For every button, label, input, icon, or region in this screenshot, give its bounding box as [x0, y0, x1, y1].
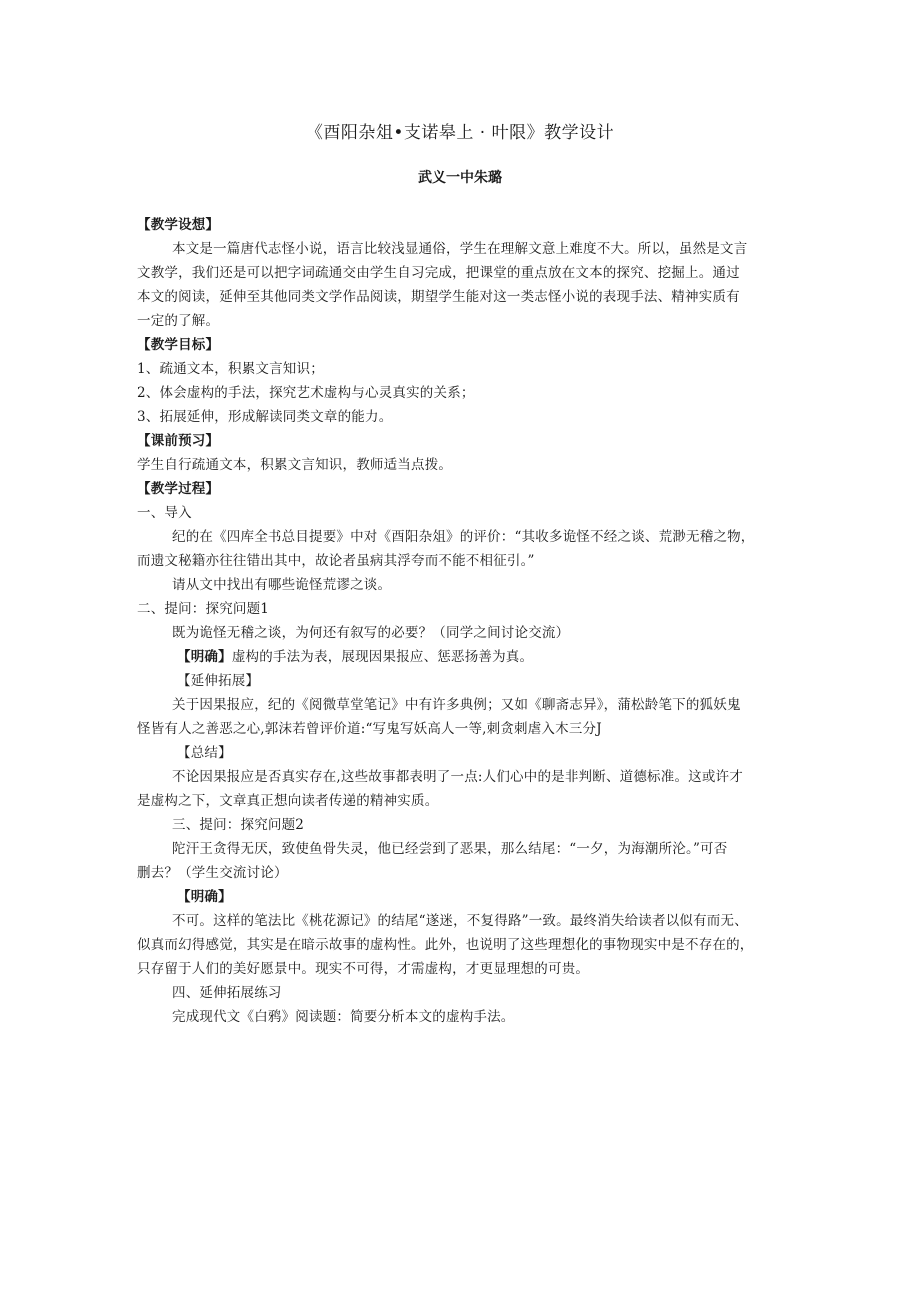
summary-label: 【总结】 — [177, 745, 232, 761]
paragraph-line: 怪皆有人之善恶之心,郭沫若曾评价道:“写鬼写妖高人一等,刺贪刺虐入木三分J — [137, 721, 602, 737]
section-heading-idea: 【教学设想】 — [137, 217, 220, 233]
paragraph-line: 一定的了解。 — [137, 313, 220, 329]
preview-text: 学生自行疏通文本，积累文言知识，教师适当点拨。 — [137, 457, 453, 473]
document-title: 《酉阳杂俎•支诺皋上 · 叶限》教学设计 — [305, 123, 615, 143]
paragraph-line: 删去？（学生交流讨论） — [137, 865, 288, 881]
part-title: 四、延伸拓展练习 — [172, 985, 282, 1001]
section-heading-goals: 【教学目标】 — [137, 337, 220, 353]
paragraph-line: 只存留于人们的美好愿景中。现实不可得，才需虚构，才更显理想的可贵。 — [137, 961, 590, 977]
paragraph-line: 本文的阅读，延伸至其他同类文学作品阅读，期望学生能对这一类志怪小说的表现手法、精神实质有 — [137, 289, 740, 305]
section-heading-preview: 【课前预习】 — [137, 433, 220, 449]
paragraph-line: 不可。这样的笔法比《桃花源记》的结尾“遂迷，不复得路”一致。最终消失给读者以似有而无、 — [172, 913, 748, 929]
goal-item: 1、疏通文本，积累文言知识； — [137, 361, 324, 377]
paragraph-line: 不论因果报应是否真实存在,这些故事都表明了一点:人们心中的是非判断、道德标准。这或许才 — [172, 769, 743, 785]
paragraph-line: 请从文中找出有哪些诡怪荒谬之谈。 — [172, 577, 392, 593]
extend-label: 【延伸拓展】 — [177, 673, 260, 689]
paragraph-line: 完成现代文《白鸦》阅读题：简要分析本文的虚构手法。 — [172, 1009, 515, 1025]
paragraph-line: 陀汗王贪得无厌，致使鱼骨失灵，他已经尝到了恶果，那么结尾：“一夕，为海潮所沦。”可否 — [172, 841, 728, 857]
clarify-label: 【明确】 — [177, 889, 232, 905]
paragraph-line: 是虚构之下，文章真正想向读者传递的精神实质。 — [137, 793, 439, 809]
document-author: 武义一中朱璐 — [418, 170, 502, 186]
paragraph-line: 关于因果报应，纪的《阅微草堂笔记》中有许多典例；又如《聊斋志异》，蒲松龄笔下的狐妖鬼 — [172, 697, 741, 713]
goal-item: 2、体会虚构的手法，探究艺术虚构与心灵真实的关系； — [137, 385, 475, 401]
clarify-text: 虚构的手法为表，展现因果报应、惩恶扬善为真。 — [231, 649, 534, 665]
paragraph-line: 而遗文秘籍亦往往错出其中，故论者虽病其浮夸而不能不相征引。” — [137, 553, 535, 569]
goal-item: 3、拓展延伸，形成解读同类文章的能力。 — [137, 409, 393, 425]
part-title: 一、导入 — [137, 505, 192, 521]
part-title: 二、提问：探究问题1 — [137, 601, 270, 617]
paragraph-line: 似真而幻得感觉，其实是在暗示故事的虚构性。此外，也说明了这些理想化的事物现实中是不存在的， — [137, 937, 754, 953]
clarify-label: 【明确】 — [177, 649, 232, 665]
section-heading-process: 【教学过程】 — [137, 481, 220, 497]
part-title: 三、提问：探究问题2 — [172, 817, 305, 833]
paragraph-line: 本文是一篇唐代志怪小说，语言比较浅显通俗，学生在理解文意上难度不大。所以，虽然是文言 — [172, 241, 748, 257]
paragraph-line: 纪的在《四库全书总目提要》中对《酉阳杂俎》的评价：“其收多诡怪不经之谈、荒渺无稽之物， — [172, 529, 755, 545]
clarify-line — [137, 645, 787, 669]
paragraph-line: 文教学，我们还是可以把字词疏通交由学生自习完成，把课堂的重点放在文本的探究、挖掘上。通过 — [137, 265, 740, 281]
paragraph-line: 既为诡怪无稽之谈，为何还有叙写的必要？（同学之间讨论交流） — [172, 625, 570, 641]
